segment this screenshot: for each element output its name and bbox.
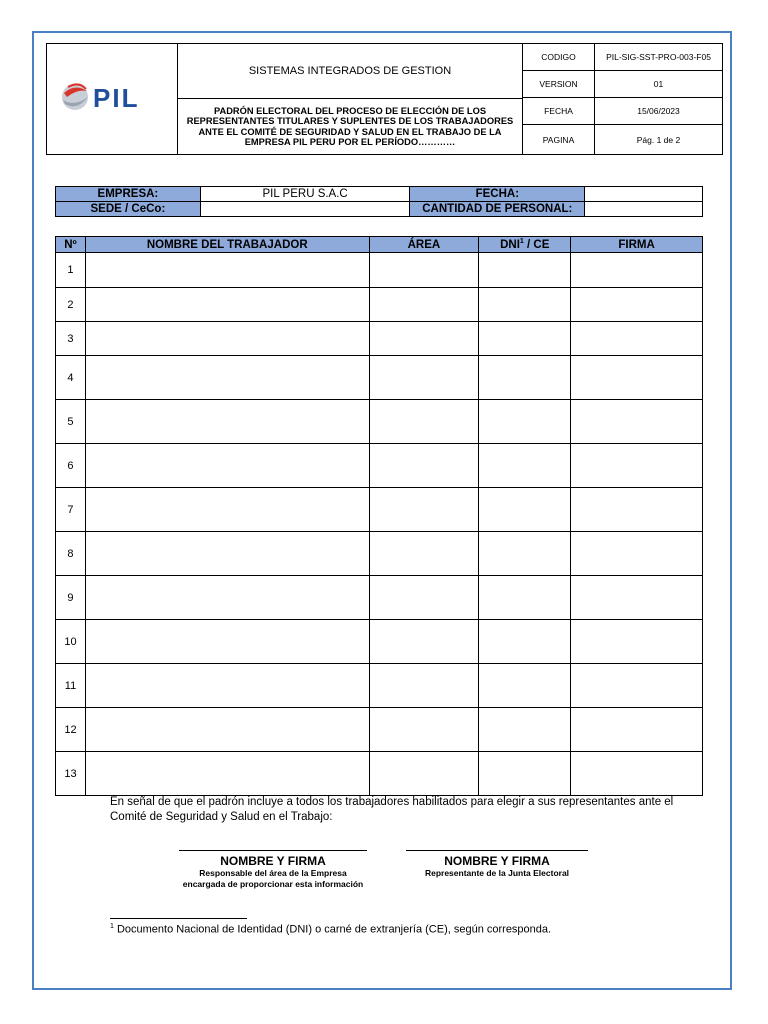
worker-name-cell[interactable] [85, 253, 369, 288]
area-cell[interactable] [369, 444, 479, 488]
dni-cell[interactable] [479, 532, 571, 576]
table-row [56, 708, 703, 752]
area-cell[interactable] [369, 576, 479, 620]
empresa-value[interactable]: PIL PERU S.A.C [200, 187, 410, 202]
firma-cell[interactable] [571, 288, 703, 322]
row-number: 13 [56, 752, 86, 796]
area-cell[interactable] [369, 752, 479, 796]
worker-name-cell[interactable] [85, 356, 369, 400]
meta-value: 01 [653, 79, 664, 89]
row-number: 1 [56, 253, 86, 288]
firma-cell[interactable] [571, 488, 703, 532]
meta-row-codigo [523, 44, 722, 71]
document-title: PADRÓN ELECTORAL DEL PROCESO DE ELECCIÓN DE LOS REPRESENTANTES TITULARES Y SUPLENTES DE LOS TRABAJADORES ANTE EL COMITÉ DE SEGURIDAD Y SALUD EN EL TRABAJO DE LA EMPRESA PIL PERU POR EL PERÍODO………… [178, 99, 523, 154]
statement-text: En señal de que el padrón incluye a todos los trabajadores habilitados para elegir a sus representantes ante el Comité de Seguridad y Salud en el Trabajo: [110, 796, 674, 823]
signature-desc: Representante de la Junta Electoral [424, 868, 570, 878]
meta-key: PAGINA [523, 125, 595, 154]
worker-name-cell[interactable] [85, 708, 369, 752]
dni-cell[interactable] [479, 400, 571, 444]
worker-name-cell[interactable] [85, 576, 369, 620]
worker-name-cell[interactable] [85, 322, 369, 356]
signature-line [406, 850, 588, 851]
table-row [56, 288, 703, 322]
signature-line [179, 850, 367, 851]
signature-name-label: NOMBRE Y FIRMA [220, 854, 326, 868]
signature-left [178, 850, 368, 890]
firma-cell[interactable] [571, 752, 703, 796]
meta-key: CODIGO [523, 44, 595, 70]
table-row [56, 356, 703, 400]
table-row [56, 532, 703, 576]
row-number: 4 [56, 356, 86, 400]
area-cell[interactable] [369, 253, 479, 288]
roster-body [56, 253, 703, 796]
area-cell[interactable] [369, 708, 479, 752]
meta-row-version [523, 71, 722, 98]
area-cell[interactable] [369, 288, 479, 322]
row-number: 10 [56, 620, 86, 664]
logo-cell [47, 44, 178, 154]
area-cell[interactable] [369, 664, 479, 708]
row-number: 7 [56, 488, 86, 532]
meta-value: PIL-SIG-SST-PRO-003-F05 [606, 52, 711, 62]
table-row [56, 488, 703, 532]
cantidad-value[interactable] [585, 202, 703, 217]
meta-row-fecha [523, 98, 722, 125]
meta-key: VERSION [523, 71, 595, 97]
sede-value[interactable] [200, 202, 410, 217]
logo-text: PIL [93, 83, 140, 113]
pil-logo-icon [59, 77, 167, 117]
table-row [56, 400, 703, 444]
table-row [56, 664, 703, 708]
dni-cell[interactable] [479, 444, 571, 488]
meta-key: FECHA [523, 98, 595, 124]
signature-desc: encargada de proporcionar esta información [182, 879, 364, 889]
dni-cell[interactable] [479, 576, 571, 620]
area-cell[interactable] [369, 532, 479, 576]
dni-cell[interactable] [479, 322, 571, 356]
firma-cell[interactable] [571, 356, 703, 400]
col-area: ÁREA [369, 237, 479, 253]
footnote-divider [110, 918, 247, 919]
cantidad-label: CANTIDAD DE PERSONAL: [410, 202, 585, 217]
row-number: 2 [56, 288, 86, 322]
worker-name-cell[interactable] [85, 532, 369, 576]
row-number: 8 [56, 532, 86, 576]
area-cell[interactable] [369, 400, 479, 444]
table-row [56, 253, 703, 288]
firma-cell[interactable] [571, 664, 703, 708]
document-header [46, 43, 723, 155]
system-title: SISTEMAS INTEGRADOS DE GESTION [178, 44, 523, 99]
dni-cell[interactable] [479, 752, 571, 796]
row-number: 9 [56, 576, 86, 620]
worker-name-cell[interactable] [85, 752, 369, 796]
col-dni [479, 237, 571, 253]
worker-name-cell[interactable] [85, 444, 369, 488]
col-worker-name: NOMBRE DEL TRABAJADOR [85, 237, 369, 253]
firma-cell[interactable] [571, 708, 703, 752]
fecha-value[interactable] [585, 187, 703, 202]
col-number: Nº [56, 237, 86, 253]
signature-name-label: NOMBRE Y FIRMA [444, 854, 550, 868]
dni-cell[interactable] [479, 356, 571, 400]
area-cell[interactable] [369, 322, 479, 356]
footnote-text: Documento Nacional de Identidad (DNI) o carné de extranjería (CE), según corresponda. [113, 923, 552, 936]
dni-cell[interactable] [479, 664, 571, 708]
table-row [56, 576, 703, 620]
dni-cell[interactable] [479, 620, 571, 664]
table-row [56, 444, 703, 488]
sede-label: SEDE / CeCo: [56, 202, 201, 217]
row-number: 5 [56, 400, 86, 444]
worker-name-cell[interactable] [85, 288, 369, 322]
worker-name-cell[interactable] [85, 488, 369, 532]
footnote [110, 923, 551, 936]
worker-name-cell[interactable] [85, 664, 369, 708]
firma-cell[interactable] [571, 322, 703, 356]
signature-right [406, 850, 588, 879]
dni-cell[interactable] [479, 253, 571, 288]
dni-suffix: / CE [523, 238, 550, 251]
dni-cell[interactable] [479, 288, 571, 322]
firma-cell[interactable] [571, 620, 703, 664]
area-cell[interactable] [369, 620, 479, 664]
row-number: 3 [56, 322, 86, 356]
firma-cell[interactable] [571, 444, 703, 488]
signature-desc: Responsable del área de la Empresa [199, 868, 347, 878]
meta-value: 15/06/2023 [637, 106, 680, 116]
col-firma: FIRMA [571, 237, 703, 253]
dni-cell[interactable] [479, 708, 571, 752]
firma-cell[interactable] [571, 400, 703, 444]
fecha-label: FECHA: [410, 187, 585, 202]
company-info-table [55, 186, 703, 217]
roster-table [55, 236, 703, 796]
dni-label: DNI [500, 238, 520, 251]
area-cell[interactable] [369, 488, 479, 532]
area-cell[interactable] [369, 356, 479, 400]
table-row [56, 620, 703, 664]
firma-cell[interactable] [571, 532, 703, 576]
meta-value: Pág. 1 de 2 [636, 134, 681, 145]
firma-cell[interactable] [571, 576, 703, 620]
table-row [56, 752, 703, 796]
row-number: 6 [56, 444, 86, 488]
meta-row-pagina [523, 125, 722, 154]
empresa-label: EMPRESA: [56, 187, 201, 202]
worker-name-cell[interactable] [85, 620, 369, 664]
dni-footnote-mark: 1 [519, 238, 524, 246]
row-number: 12 [56, 708, 86, 752]
worker-name-cell[interactable] [85, 400, 369, 444]
dni-cell[interactable] [479, 488, 571, 532]
table-row [56, 322, 703, 356]
firma-cell[interactable] [571, 253, 703, 288]
footnote-mark: 1 [110, 923, 114, 930]
row-number: 11 [56, 664, 86, 708]
